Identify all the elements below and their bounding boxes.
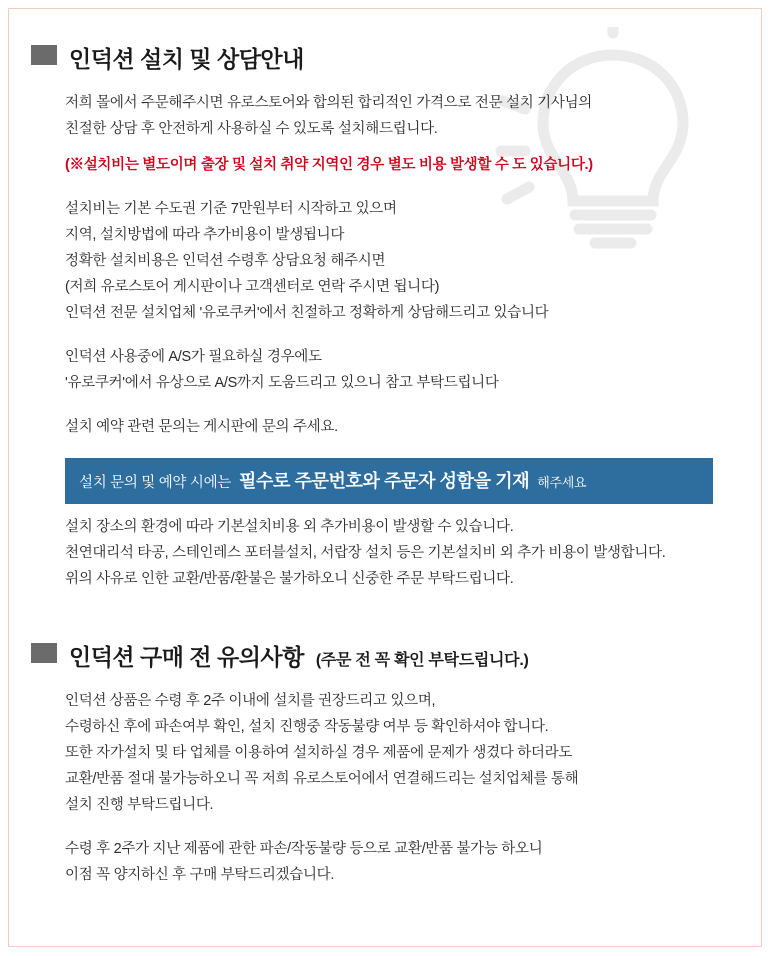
text-line: 교환/반품 절대 불가능하오니 꼭 저희 유로스토어에서 연결해드리는 설치업체를 통해 <box>65 771 579 787</box>
page-frame <box>8 8 762 947</box>
heading-marker-icon <box>31 45 57 65</box>
paragraph-group-fees <box>31 196 731 326</box>
paragraph-group-as <box>31 344 731 396</box>
heading-marker-icon <box>31 643 57 663</box>
banner-tail-text: 해주세요 <box>537 475 587 490</box>
text-line: (저희 유로스토어 게시판이나 고객센터로 연락 주시면 됩니다) <box>65 279 440 295</box>
heading-title: 인덕션 설치 및 상담안내 <box>69 46 304 72</box>
text-line: '유로쿠커'에서 유상으로 A/S까지 도움드리고 있으니 참고 부탁드립니다 <box>65 375 499 391</box>
heading-title: 인덕션 구매 전 유의사항 <box>69 644 304 670</box>
text-line: 천연대리석 타공, 스테인레스 포터블설치, 서랍장 설치 등은 기본설치비 외 추가 비용이 발생합니다. <box>65 545 666 561</box>
heading-subtitle: (주문 전 꼭 확인 부탁드립니다.) <box>315 652 529 669</box>
text-line: 설치 장소의 환경에 따라 기본설치비용 외 추가비용이 발생할 수 있습니다. <box>65 519 514 535</box>
text-line: 친절한 상담 후 안전하게 사용하실 수 있도록 설치해드립니다. <box>65 121 438 137</box>
paragraph-group-warning <box>31 152 731 178</box>
text-line: 설치비는 기본 수도권 기준 7만원부터 시작하고 있으며 <box>65 201 397 217</box>
text-line: 지역, 설치방법에 따라 추가비용이 발생됩니다 <box>65 227 345 243</box>
text-line: 인덕션 사용중에 A/S가 필요하실 경우에도 <box>65 349 322 365</box>
text-line: 설치 진행 부탁드립니다. <box>65 797 214 813</box>
warning-line: (※설치비는 별도이며 출장 및 설치 취약 지역인 경우 별도 비용 발생할 수 도 있습니다.) <box>65 157 593 173</box>
banner-lead-text: 설치 문의 및 예약 시에는 <box>79 475 231 491</box>
section-purchase-notice <box>31 639 731 888</box>
text-line: 인덕션 전문 설치업체 '유로쿠커'에서 친절하고 정확하게 상담해드리고 있습니다 <box>65 305 549 321</box>
section-heading <box>31 639 731 672</box>
paragraph-group-reservation <box>31 414 731 440</box>
text-line: 설치 예약 관련 문의는 게시판에 문의 주세요. <box>65 419 338 435</box>
text-line: 수령하신 후에 파손여부 확인, 설치 진행중 작동불량 여부 등 확인하셔야 합니다. <box>65 719 549 735</box>
text-line: 이점 꼭 양지하신 후 구매 부탁드리겠습니다. <box>65 867 335 883</box>
text-line: 정확한 설치비용은 인덕션 수령후 상담요청 해주시면 <box>65 253 386 269</box>
highlight-banner-wrap <box>31 458 731 504</box>
paragraph-group-return-policy <box>31 836 731 888</box>
section-heading <box>31 41 731 74</box>
text-line: 위의 사유로 인한 교환/반품/환불은 불가하오니 신중한 주문 부탁드립니다. <box>65 571 514 587</box>
text-line: 또한 자가설치 및 타 업체를 이용하여 설치하실 경우 제품에 문제가 생겼다 하더라도 <box>65 745 573 761</box>
section-install-guide <box>31 41 731 592</box>
highlight-banner <box>65 458 713 504</box>
text-line: 수령 후 2주가 지난 제품에 관한 파손/작동불량 등으로 교환/반품 불가능 하오니 <box>65 841 543 857</box>
paragraph-group-extra-fees <box>31 514 731 592</box>
banner-emphasis-text: 필수로 주문번호와 주문자 성함을 기재 <box>238 471 530 491</box>
text-line: 인덕션 상품은 수령 후 2주 이내에 설치를 권장드리고 있으며, <box>65 693 436 709</box>
paragraph-group-notice <box>31 688 731 818</box>
text-line: 저희 몰에서 주문해주시면 유로스토어와 합의된 합리적인 가격으로 전문 설치 기사님의 <box>65 95 593 111</box>
paragraph-group-intro <box>31 90 731 142</box>
